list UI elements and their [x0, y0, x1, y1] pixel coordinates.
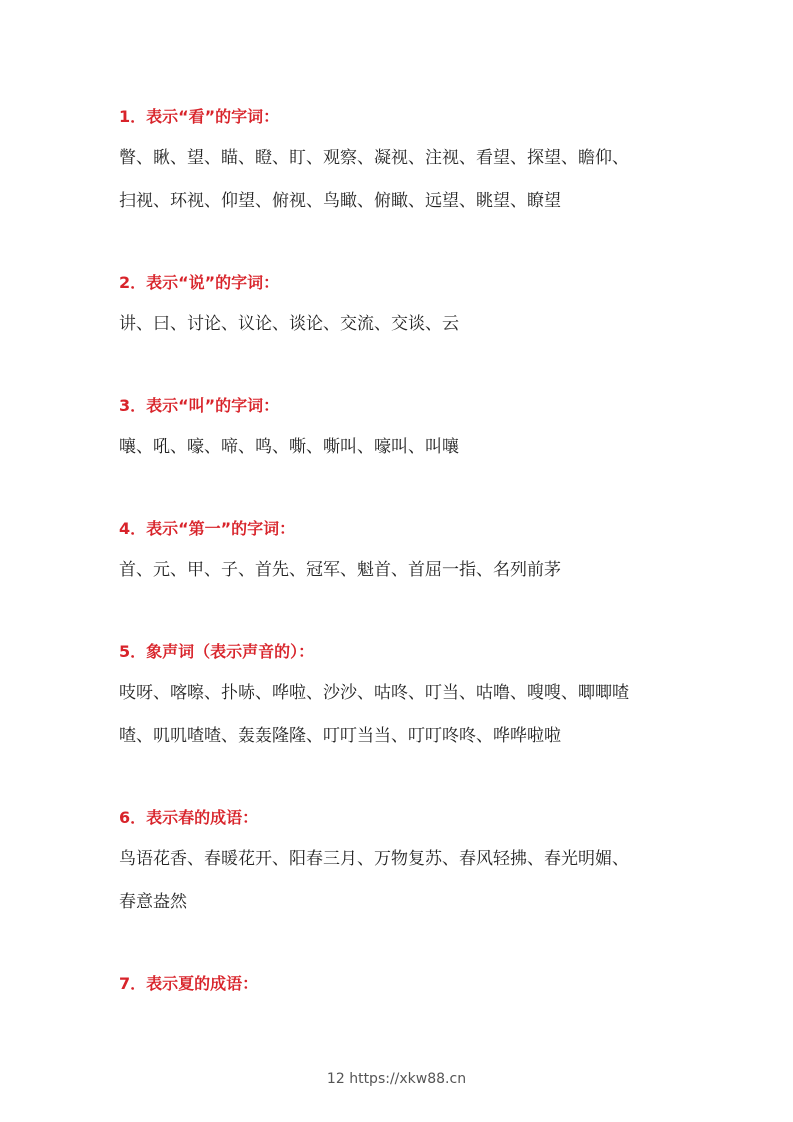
section-look-words	[119, 105, 679, 214]
section-onomatopoeia	[119, 640, 679, 749]
section-first-words	[119, 517, 679, 583]
section-say-words	[119, 271, 679, 337]
word-list-line: 吱呀、喀嚓、扑哧、哗啦、沙沙、咕咚、叮当、咕噜、嗖嗖、唧唧喳	[119, 683, 629, 703]
word-list-line: 嚷、吼、嚎、啼、鸣、嘶、嘶叫、嚎叫、叫嚷	[119, 437, 459, 457]
word-list-line: 鸟语花香、春暖花开、阳春三月、万物复苏、春风轻拂、春光明媚、	[119, 849, 629, 869]
word-list-line: 讲、曰、讨论、议论、谈论、交流、交谈、云	[119, 314, 459, 334]
section-heading: 6．表示春的成语：	[119, 808, 259, 827]
word-list-line: 首、元、甲、子、首先、冠军、魁首、首屈一指、名列前茅	[119, 560, 561, 580]
section-heading: 3．表示“叫”的字词：	[119, 396, 280, 415]
section-heading: 5．象声词（表示声音的）：	[119, 642, 315, 661]
footer-url: https://xkw88.cn	[349, 1071, 467, 1087]
section-heading: 7．表示夏的成语：	[119, 974, 259, 993]
word-list-line: 瞥、瞅、望、瞄、瞪、盯、观察、凝视、注视、看望、探望、瞻仰、	[119, 148, 629, 168]
section-spring-idioms	[119, 806, 679, 915]
section-heading: 2．表示“说”的字词：	[119, 273, 280, 292]
page-content	[119, 105, 679, 996]
section-heading: 4．表示“第一”的字词：	[119, 519, 296, 538]
page-number: 12	[326, 1071, 345, 1087]
section-call-words	[119, 394, 679, 460]
page-footer	[0, 1069, 793, 1089]
word-list-line: 喳、叽叽喳喳、轰轰隆隆、叮叮当当、叮叮咚咚、哗哗啦啦	[119, 726, 561, 746]
section-summer-idioms	[119, 972, 679, 996]
word-list-line: 扫视、环视、仰望、俯视、鸟瞰、俯瞰、远望、眺望、瞭望	[119, 191, 561, 211]
section-heading: 1．表示“看”的字词：	[119, 107, 280, 126]
word-list-line: 春意盎然	[119, 892, 187, 912]
